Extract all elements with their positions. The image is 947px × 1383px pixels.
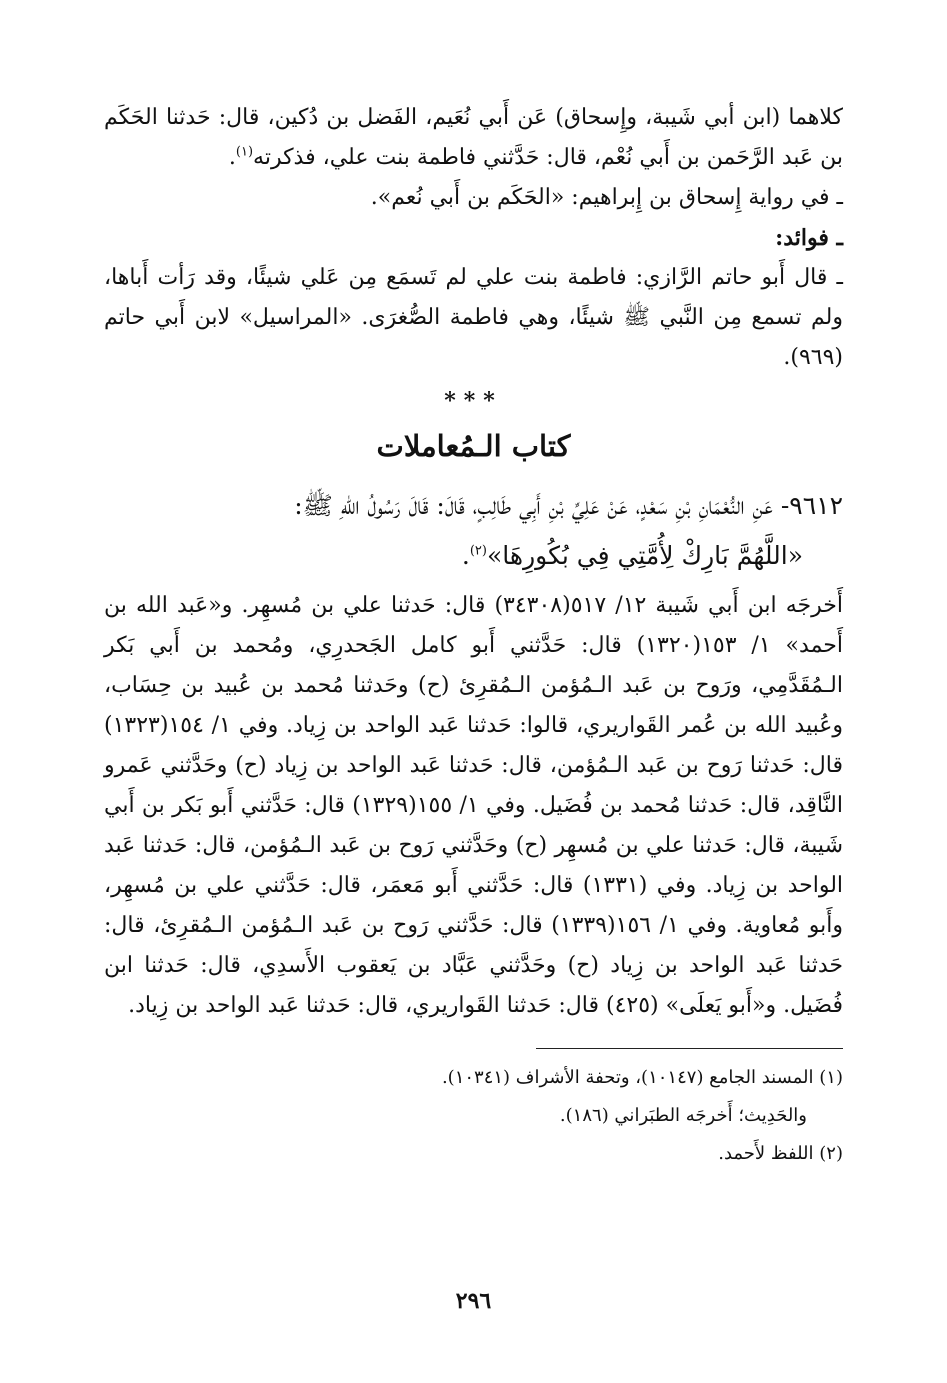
takhrij-paragraph: أَخرجَه ابن أَبي شَيبة ١٢/ ٥١٧(٣٤٣٠٨) قال: حَدثنا علي بن مُسهِر. و«عَبد الله بن أَحمد» ١/ ١٥٣(١٣٢٠) قال: حَدَّثني أَبو كامل الجَحدرِي، ومُحمد بن أَبي بَكر الـمُقَدَّمِي، ورَوح بن عَبد الـمُؤمن الـمُقرِئ (ح) وحَدثنا مُحمد بن عُبيد بن حِسَاب، وعُبيد الله بن عُمر القَواريري، قالوا: حَدثنا عَبد الواحد بن زِياد. وفي ١/ ١٥٤(١٣٢٣) قال: حَدثنا رَوح بن عَبد الـمُؤمن، قال: حَدثنا عَبد الواحد بن زِياد (ح) وحَدَّثني عَمرو النَّاقِد، قال: حَدثنا مُحمد بن فُضَيل. وفي ١/ ١٥٥(١٣٢٩) قال: حَدَّثني أَبو بَكر بن أَبي شَيبة، قال: حَدثنا علي بن مُسهِر (ح) وحَدَّثني رَوح بن عَبد الـمُؤمن، قال: حَدثنا عَبد الواحد بن زِياد. وفي (١٣٣١) قال: حَدَّثني أَبو مَعمَر، قال: حَدَّثني علي بن مُسهِر، وأَبو مُعاوية. وفي ١/ ١٥٦(١٣٣٩) قال: حَدَّثني رَوح بن عَبد الـمُؤمن الـمُقرِئ، قال: حَدثنا عَبد الواحد بن زِياد (ح) وحَدَّثني عَبَّاد بن يَعقوب الأَسدِي، قال: حَدثنا ابن فُضَيل. و«أَبو يَعلَى» (٤٢٥) قال: حَدثنا القَواريري، قال: حَدثنا عَبد الواحد بن زِياد.: [104, 593, 844, 1018]
footnote-ref-2[interactable]: (٢): [469, 543, 487, 559]
matn-text: «اللَّهُمَّ بَارِكْ لِأُمَّتِي فِي بُكُورِهَا»: [486, 541, 803, 570]
footnote-1-continuation: والحَدِيث؛ أَخرجَه الطبَراني (١٨٦).: [559, 1105, 807, 1126]
section-separator: ***: [444, 388, 503, 414]
hadith-matn: [104, 530, 803, 582]
chapter-title: كتاب الـمُعاملات: [376, 429, 571, 463]
footnote-ref-1[interactable]: (١): [235, 144, 254, 160]
footnote-1: (١) المسند الجامع (١٠١٤٧)، وتحفة الأشراف (١٠٣٤١).: [441, 1067, 843, 1088]
variant-note: ـ في رواية إِسحاق بن إِبراهيم: «الحَكَم بن أَبي نُعم».: [370, 185, 843, 210]
benefits-text: ـ قال أَبو حاتم الرَّازي: فاطمة بنت علي لم تَسمَع مِن عَلي شيئًا، وقد رَأت أَباها، ولم تسمع مِن النَّبي ﷺ شيئًا، وهي فاطمة الصُّغرَى. «المراسيل» لابن أَبي حاتم (٩٦٩).: [104, 265, 843, 370]
hadith-text: ٩٦١٢- عَنِ النُّعْمَانِ بْنِ سَعْدٍ، عَنْ عَلِيِّ بْنِ أَبِي طَالِبٍ، قَالَ: قَالَ رَسُولُ اللهِ ﷺ:: [294, 491, 843, 520]
benefits-heading: ـ فوائد:: [775, 225, 843, 251]
matn-end: .: [461, 541, 470, 570]
opening-end: .: [228, 145, 236, 170]
footnote-divider: [536, 1048, 843, 1049]
page-number: ٢٩٦: [455, 1288, 492, 1314]
opening-text: كلاهما (ابن أبي شَيبة، وإِسحاق) عَن أَبي نُعَيم، الفَضل بن دُكين، قال: حَدثنا الحَكَم بن عَبد الرَّحَمن بن أَبي نُعْم، قال: حَدَّثني فاطمة بنت علي، فذكرته: [104, 105, 843, 170]
footnote-2: (٢) اللفظ لأَحمد.: [718, 1143, 843, 1164]
opening-paragraph: [104, 98, 843, 178]
